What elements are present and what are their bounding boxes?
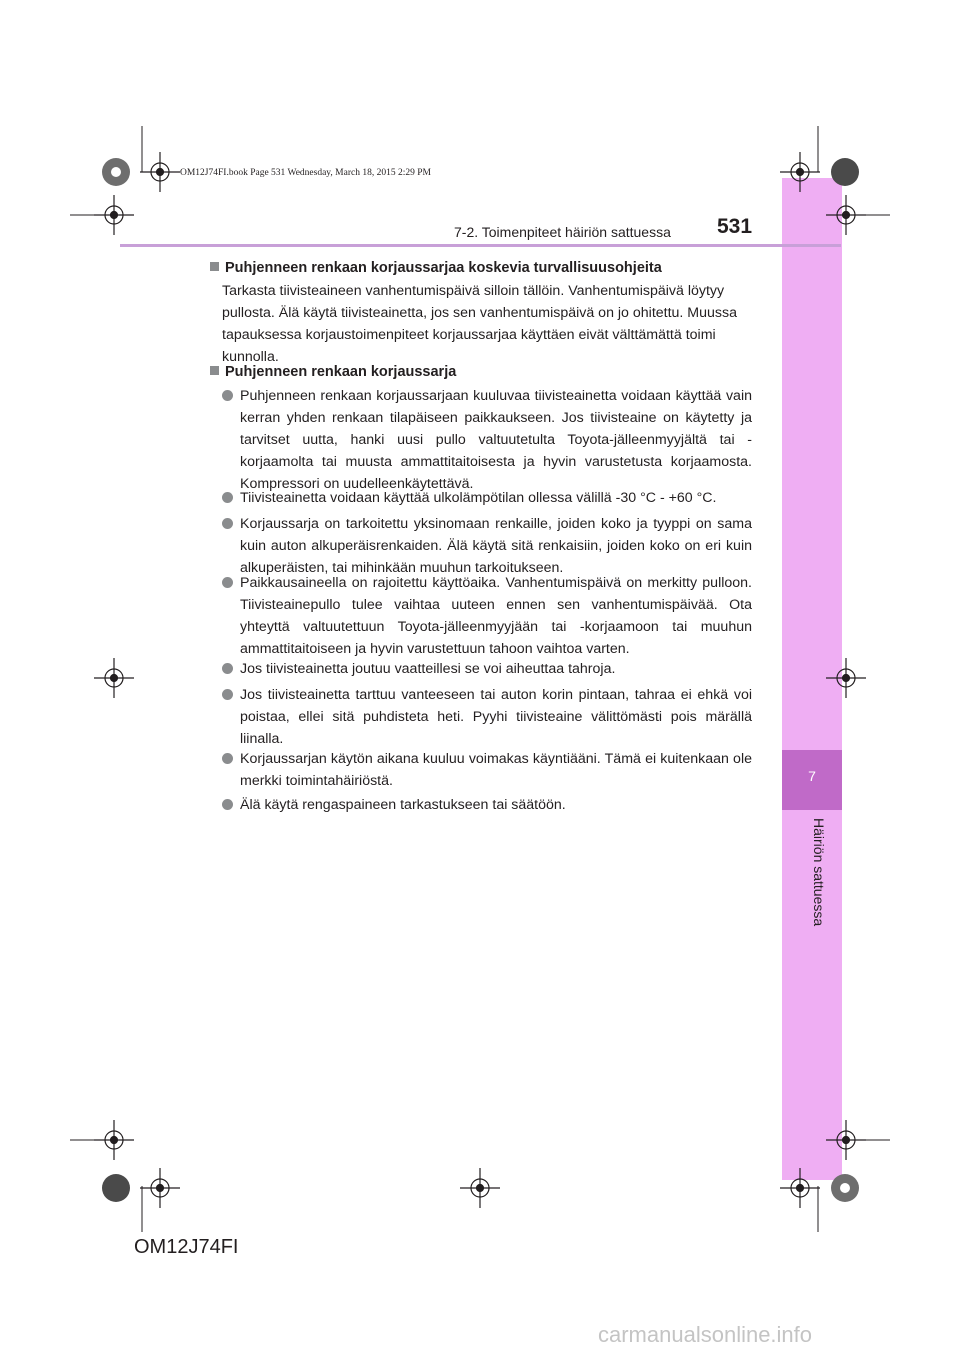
file-stamp: OM12J74FI.book Page 531 Wednesday, March 18, 2015 2:29 PM: [180, 168, 431, 178]
section-heading-safety: Puhjenneen renkaan korjaussarjaa koskevia turvallisuusohjeita: [210, 257, 662, 279]
chapter-label: Häiriön sattuessa: [811, 818, 827, 927]
sunburst-mark-icon: [102, 158, 859, 1202]
list-item: Älä käytä rengaspaineen tarkastukseen tai säätöön.: [222, 794, 752, 816]
manual-code: OM12J74FI: [134, 1236, 239, 1258]
crosshair-icon: [826, 1120, 866, 1160]
crosshair-icon: [826, 195, 866, 235]
crosshair-icon: [140, 1168, 180, 1208]
list-item: Tiivisteainetta voidaan käyttää ulkolämpötilan ollessa välillä -30 °C - +60 °C.: [222, 487, 752, 509]
safety-paragraph: Tarkasta tiivisteaineen vanhentumispäivä silloin tällöin. Vanhentumispäivä löytyy pullosta. Älä käytä tiivisteainetta, jos sen vanhentumispäivä on jo ohitettu. Muussa tapauksessa korjaustoimenpiteet korjaussarjaa käyttäen eivät välttämättä toimi kunnolla.: [222, 283, 737, 365]
crosshair-icon: [460, 1168, 500, 1208]
list-item: Jos tiivisteainetta tarttuu vanteeseen tai auton korin pintaan, tahraa ei ehkä voi poistaa, ellei sitä puhdisteta heti. Pyyhi tiivisteaine välittömästi pois märällä liinalla.: [222, 684, 752, 750]
crosshair-icon: [94, 195, 134, 235]
section-heading-kit: Puhjenneen renkaan korjaussarja: [210, 361, 456, 383]
list-item: Jos tiivisteainetta joutuu vaatteillesi se voi aiheuttaa tahroja.: [222, 658, 752, 680]
list-item: Paikkausaineella on rajoitettu käyttöaika. Vanhentumispäivä on merkitty pulloon. Tiivisteainepullo tulee vaihtaa uuteen ennen sen vanhentumispäivää. Ota yhteyttä valtuutettuun Toyota-jälleenmyyjään tai -korjaamoon tai muuhun ammattitaitoiseen ja hyvin varustettuun tahoon vaihtoa varten.: [222, 572, 752, 660]
crosshair-icon: [780, 1168, 820, 1208]
crosshair-icon: [140, 152, 180, 192]
page-number: 531: [717, 215, 753, 238]
watermark: carmanualsonline.info: [598, 1322, 813, 1347]
crosshair-icon: [826, 658, 866, 698]
crosshair-icon: [94, 1120, 134, 1160]
chapter-number: 7: [808, 768, 816, 784]
list-item: Korjaussarjan käytön aikana kuuluu voimakas käyntiääni. Tämä ei kuitenkaan ole merkki toimintahäiriöstä.: [222, 748, 752, 792]
crosshair-icon: [780, 152, 820, 192]
list-item: Puhjenneen renkaan korjaussarjaan kuuluvaa tiivisteainetta voidaan käyttää vain kerran yhden renkaan tilapäiseen paikkaukseen. Jos tiivisteaine on käytetty ja tarvitset uutta, hanki uusi pullo valtuutetulta Toyota-jälleenmyyjältä tai -korjaamolta tai muusta ammattitaitoisesta ja hyvin varustetusta korjaamosta. Kompressori on uudelleenkäytettävä.: [222, 385, 752, 495]
list-item: Korjaussarja on tarkoitettu yksinomaan renkaille, joiden koko ja tyyppi on sama kuin auton alkuperäisrenkaiden. Älä käytä sitä renkaisiin, joiden koko on eri kuin alkuperäisten, tai mihinkään muuhun tarkoitukseen.: [222, 513, 752, 579]
crosshair-icon: [94, 658, 134, 698]
section-title: 7-2. Toimenpiteet häiriön sattuessa: [454, 224, 671, 240]
